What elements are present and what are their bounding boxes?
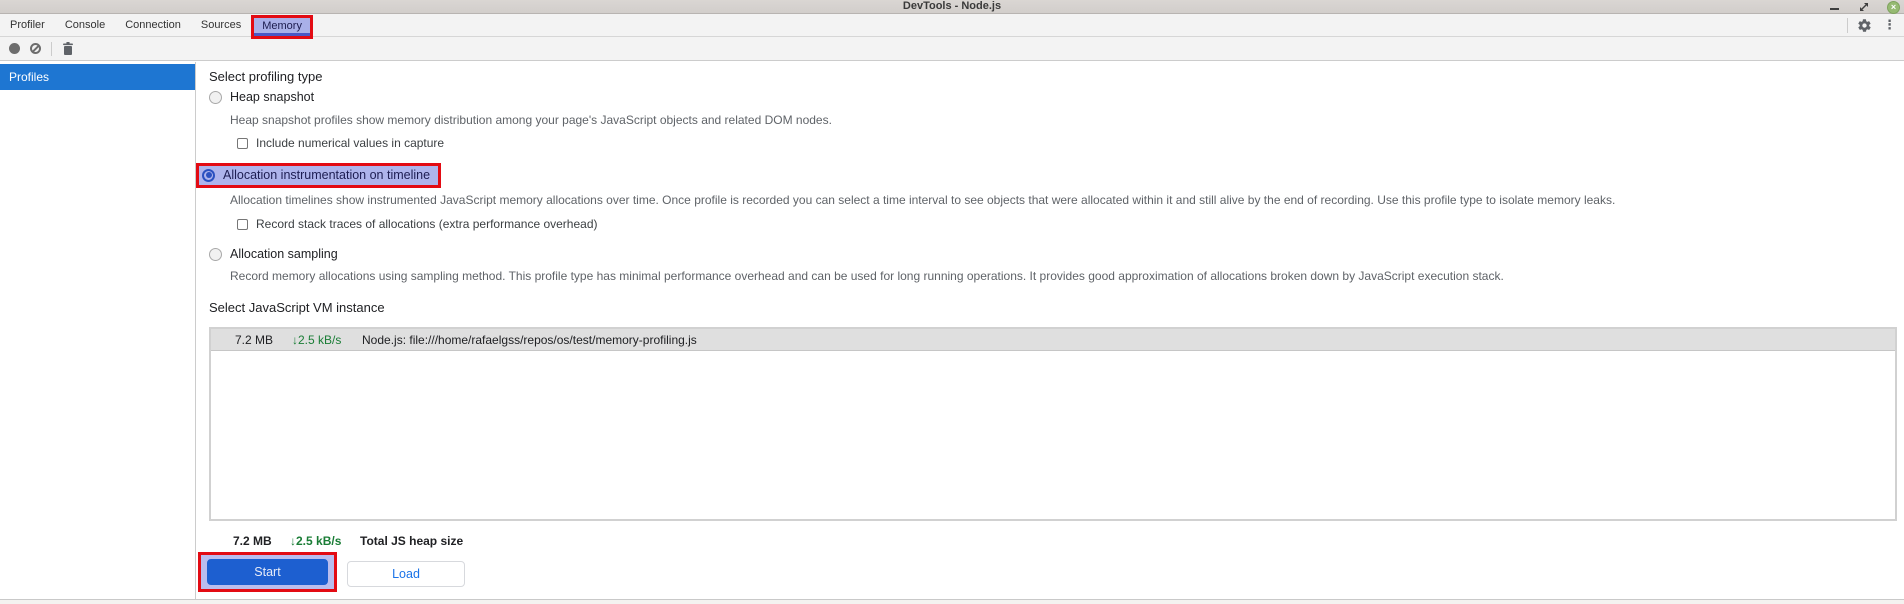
allocation-timeline-description: Allocation timelines show instrumented JavaScript memory allocations over time. Once profile is recorded you can select a time interval to see objects that were allocated within it and still alive by the end of recording. Use this profile type to isolate memory leaks.	[230, 193, 1616, 207]
checkbox-label: Record stack traces of allocations (extra performance overhead)	[256, 217, 598, 231]
down-arrow-icon: ↓	[292, 332, 298, 347]
down-arrow-icon: ↓	[290, 534, 296, 548]
radio-checked-icon[interactable]	[202, 169, 215, 182]
allocation-sampling-description: Record memory allocations using sampling method. This profile type has minimal performance overhead and can be used for long running operations. It provides good approximation of allocations broken down by JavaScript execution stack.	[230, 269, 1504, 283]
close-icon: ×	[1890, 1, 1897, 12]
window-bottom-strip	[0, 599, 1904, 604]
heap-totals-row	[209, 533, 463, 549]
radio-option-allocation-sampling[interactable]	[209, 247, 338, 261]
load-button[interactable]: Load	[347, 561, 465, 587]
radio-option-allocation-timeline[interactable]	[196, 163, 441, 188]
delete-profile-button[interactable]	[62, 42, 74, 56]
settings-button[interactable]	[1857, 18, 1872, 33]
start-button[interactable]: Start	[207, 559, 328, 585]
panel-body	[0, 62, 1904, 604]
close-button[interactable]	[1887, 1, 1900, 14]
checkbox-icon[interactable]	[237, 219, 248, 230]
sidebar-item-profiles[interactable]	[0, 64, 195, 90]
vm-instance-name: Node.js: file:///home/rafaelgss/repos/os/test/memory-profiling.js	[362, 332, 697, 347]
more-menu-button[interactable]	[1881, 18, 1898, 32]
restore-icon	[1859, 2, 1869, 12]
vm-heap-rate: ↓2.5 kB/s	[292, 332, 342, 347]
titlebar	[0, 0, 1904, 14]
window-controls	[1827, 0, 1902, 14]
memory-toolbar	[0, 37, 1904, 61]
main-content	[196, 62, 1904, 604]
tab-sources[interactable]: Sources	[200, 19, 242, 31]
minimize-button[interactable]	[1827, 1, 1841, 14]
clear-icon	[30, 43, 41, 54]
vm-instance-list	[209, 327, 1897, 521]
tabbar-right-controls	[1847, 14, 1904, 36]
tabbar-divider	[1847, 18, 1848, 33]
radio-label: Heap snapshot	[230, 90, 315, 104]
sidebar-item-label: Profiles	[9, 70, 50, 84]
start-button-annotation	[198, 552, 337, 592]
total-heap-label: Total JS heap size	[360, 534, 464, 548]
main-tabbar	[0, 14, 1904, 37]
radio-label: Allocation instrumentation on timeline	[223, 168, 431, 182]
record-icon	[9, 43, 20, 54]
tab-memory-label: Memory	[262, 20, 302, 32]
checkbox-record-stack-traces[interactable]	[237, 217, 598, 231]
tab-console[interactable]: Console	[64, 19, 106, 31]
gear-icon	[1857, 18, 1872, 33]
tab-profiler[interactable]: Profiler	[10, 19, 45, 31]
checkbox-label: Include numerical values in capture	[256, 136, 445, 150]
kebab-icon: ⋮	[1883, 17, 1896, 32]
vm-instance-heading: Select JavaScript VM instance	[209, 300, 385, 315]
radio-label: Allocation sampling	[230, 247, 338, 261]
vm-instance-row[interactable]	[211, 329, 1895, 351]
restore-button[interactable]	[1857, 1, 1871, 14]
window-title: DevTools - Node.js	[902, 0, 1002, 12]
radio-icon[interactable]	[209, 248, 222, 261]
total-heap-size: 7.2 MB	[233, 534, 272, 548]
radio-option-heap-snapshot[interactable]	[209, 90, 314, 104]
checkbox-icon[interactable]	[237, 138, 248, 149]
minimize-icon	[1830, 8, 1839, 10]
radio-icon[interactable]	[209, 91, 222, 104]
profiling-type-heading: Select profiling type	[209, 69, 323, 84]
total-heap-rate: ↓2.5 kB/s	[290, 534, 342, 548]
toolbar-divider	[51, 42, 52, 56]
trash-icon	[62, 42, 74, 56]
vm-heap-size: 7.2 MB	[235, 332, 274, 347]
checkbox-include-numerical-values[interactable]	[237, 136, 444, 150]
record-heap-button[interactable]	[9, 43, 20, 54]
clear-profiles-button[interactable]	[30, 43, 41, 54]
tab-memory[interactable]	[251, 15, 313, 39]
profiles-sidebar	[0, 62, 196, 604]
heap-snapshot-description: Heap snapshot profiles show memory distribution among your page's JavaScript objects and related DOM nodes.	[230, 113, 832, 127]
tab-connection[interactable]: Connection	[125, 19, 181, 31]
